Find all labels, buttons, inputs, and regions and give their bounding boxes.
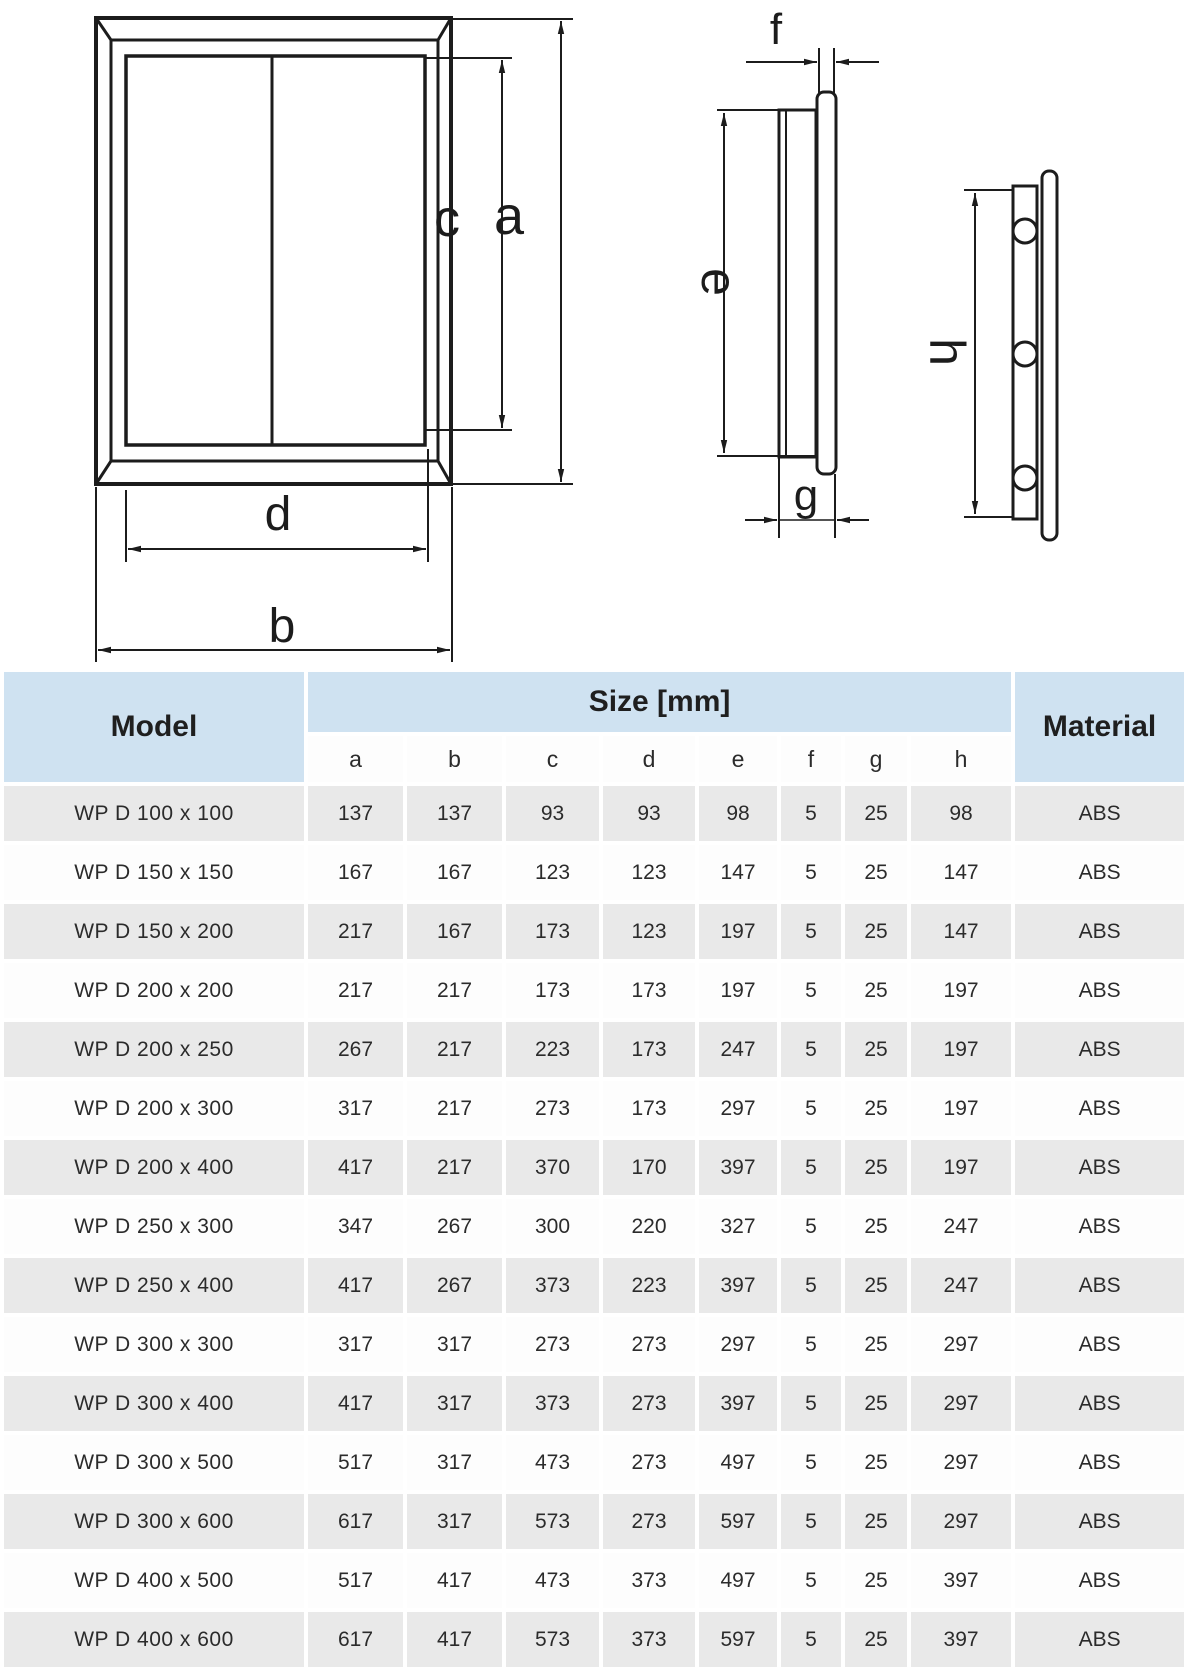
size-value-e: 247 bbox=[699, 1022, 777, 1077]
size-value-e: 197 bbox=[699, 904, 777, 959]
size-value-a: 617 bbox=[308, 1612, 403, 1667]
front-view-drawing bbox=[96, 18, 573, 662]
size-value-c: 173 bbox=[506, 963, 599, 1018]
size-value-b: 217 bbox=[407, 1022, 502, 1077]
size-value-b: 217 bbox=[407, 963, 502, 1018]
size-value-b: 217 bbox=[407, 1081, 502, 1136]
size-value-a: 517 bbox=[308, 1435, 403, 1490]
dim-label-g: g bbox=[793, 471, 819, 520]
model-cell: WP D 400 x 500 bbox=[4, 1553, 304, 1608]
size-value-e: 297 bbox=[699, 1317, 777, 1372]
back-view-drawing bbox=[964, 171, 1057, 540]
size-value-f: 5 bbox=[781, 1494, 841, 1549]
dim-label-b: b bbox=[268, 600, 296, 653]
table-row bbox=[4, 786, 1184, 841]
size-value-c: 573 bbox=[506, 1494, 599, 1549]
size-value-g: 25 bbox=[845, 1140, 907, 1195]
size-value-h: 297 bbox=[911, 1435, 1011, 1490]
material-cell: ABS bbox=[1015, 845, 1184, 900]
size-value-f: 5 bbox=[781, 1435, 841, 1490]
size-value-b: 417 bbox=[407, 1612, 502, 1667]
size-value-g: 25 bbox=[845, 1612, 907, 1667]
table-row bbox=[4, 904, 1184, 959]
sub-header-a: a bbox=[308, 736, 403, 782]
size-value-e: 397 bbox=[699, 1376, 777, 1431]
size-value-c: 273 bbox=[506, 1317, 599, 1372]
material-cell: ABS bbox=[1015, 1553, 1184, 1608]
size-value-g: 25 bbox=[845, 1317, 907, 1372]
material-cell: ABS bbox=[1015, 1612, 1184, 1667]
size-value-c: 373 bbox=[506, 1376, 599, 1431]
size-value-g: 25 bbox=[845, 1494, 907, 1549]
size-value-f: 5 bbox=[781, 904, 841, 959]
model-cell: WP D 200 x 300 bbox=[4, 1081, 304, 1136]
size-value-h: 98 bbox=[911, 786, 1011, 841]
size-value-b: 317 bbox=[407, 1494, 502, 1549]
size-value-e: 597 bbox=[699, 1494, 777, 1549]
size-value-d: 273 bbox=[603, 1317, 695, 1372]
dim-label-a: a bbox=[493, 186, 525, 246]
size-value-h: 197 bbox=[911, 1081, 1011, 1136]
technical-drawing bbox=[0, 0, 1188, 668]
size-value-g: 25 bbox=[845, 1022, 907, 1077]
table-row bbox=[4, 1612, 1184, 1667]
material-cell: ABS bbox=[1015, 1022, 1184, 1077]
size-value-g: 25 bbox=[845, 1435, 907, 1490]
model-cell: WP D 300 x 400 bbox=[4, 1376, 304, 1431]
sub-header-f: f bbox=[781, 736, 841, 782]
size-value-h: 397 bbox=[911, 1612, 1011, 1667]
size-value-d: 173 bbox=[603, 1081, 695, 1136]
model-cell: WP D 200 x 400 bbox=[4, 1140, 304, 1195]
material-cell: ABS bbox=[1015, 963, 1184, 1018]
table-row bbox=[4, 1199, 1184, 1254]
model-cell: WP D 300 x 300 bbox=[4, 1317, 304, 1372]
table-row bbox=[4, 1022, 1184, 1077]
model-cell: WP D 300 x 600 bbox=[4, 1494, 304, 1549]
size-value-a: 417 bbox=[308, 1140, 403, 1195]
table-row bbox=[4, 1317, 1184, 1372]
size-value-g: 25 bbox=[845, 963, 907, 1018]
model-cell: WP D 200 x 250 bbox=[4, 1022, 304, 1077]
size-value-c: 173 bbox=[506, 904, 599, 959]
size-value-c: 123 bbox=[506, 845, 599, 900]
size-value-e: 397 bbox=[699, 1258, 777, 1313]
material-cell: ABS bbox=[1015, 1494, 1184, 1549]
size-value-g: 25 bbox=[845, 1199, 907, 1254]
size-value-e: 147 bbox=[699, 845, 777, 900]
size-value-d: 170 bbox=[603, 1140, 695, 1195]
size-value-f: 5 bbox=[781, 1317, 841, 1372]
size-value-f: 5 bbox=[781, 1199, 841, 1254]
material-cell: ABS bbox=[1015, 904, 1184, 959]
size-value-g: 25 bbox=[845, 904, 907, 959]
size-value-b: 317 bbox=[407, 1376, 502, 1431]
size-value-b: 317 bbox=[407, 1435, 502, 1490]
size-value-c: 573 bbox=[506, 1612, 599, 1667]
size-value-d: 273 bbox=[603, 1494, 695, 1549]
size-value-d: 173 bbox=[603, 963, 695, 1018]
model-cell: WP D 250 x 400 bbox=[4, 1258, 304, 1313]
size-value-a: 617 bbox=[308, 1494, 403, 1549]
size-value-a: 517 bbox=[308, 1553, 403, 1608]
size-value-d: 273 bbox=[603, 1435, 695, 1490]
size-value-g: 25 bbox=[845, 1376, 907, 1431]
material-cell: ABS bbox=[1015, 786, 1184, 841]
sub-header-c: c bbox=[506, 736, 599, 782]
size-value-b: 417 bbox=[407, 1553, 502, 1608]
column-header-model: Model bbox=[4, 672, 304, 782]
size-value-e: 197 bbox=[699, 963, 777, 1018]
size-value-f: 5 bbox=[781, 1140, 841, 1195]
model-cell: WP D 400 x 600 bbox=[4, 1612, 304, 1667]
size-value-g: 25 bbox=[845, 1081, 907, 1136]
size-value-d: 173 bbox=[603, 1022, 695, 1077]
size-value-b: 267 bbox=[407, 1199, 502, 1254]
size-value-a: 317 bbox=[308, 1081, 403, 1136]
material-cell: ABS bbox=[1015, 1435, 1184, 1490]
table-row bbox=[4, 1435, 1184, 1490]
size-value-f: 5 bbox=[781, 1376, 841, 1431]
sub-header-g: g bbox=[845, 736, 907, 782]
size-value-g: 25 bbox=[845, 786, 907, 841]
size-value-a: 137 bbox=[308, 786, 403, 841]
size-value-c: 370 bbox=[506, 1140, 599, 1195]
model-cell: WP D 300 x 500 bbox=[4, 1435, 304, 1490]
size-value-b: 317 bbox=[407, 1317, 502, 1372]
dim-label-c: c bbox=[434, 190, 460, 248]
size-value-a: 267 bbox=[308, 1022, 403, 1077]
model-cell: WP D 200 x 200 bbox=[4, 963, 304, 1018]
size-value-h: 197 bbox=[911, 1140, 1011, 1195]
dim-label-f: f bbox=[769, 5, 783, 54]
size-value-h: 397 bbox=[911, 1553, 1011, 1608]
size-value-h: 197 bbox=[911, 963, 1011, 1018]
size-table bbox=[0, 668, 1188, 1671]
column-header-size: Size [mm] bbox=[308, 672, 1011, 732]
size-value-a: 417 bbox=[308, 1376, 403, 1431]
size-value-b: 137 bbox=[407, 786, 502, 841]
size-value-g: 25 bbox=[845, 1258, 907, 1313]
sub-header-d: d bbox=[603, 736, 695, 782]
size-value-c: 223 bbox=[506, 1022, 599, 1077]
size-value-h: 297 bbox=[911, 1376, 1011, 1431]
size-value-e: 397 bbox=[699, 1140, 777, 1195]
size-value-f: 5 bbox=[781, 1258, 841, 1313]
table-row bbox=[4, 1376, 1184, 1431]
size-value-e: 297 bbox=[699, 1081, 777, 1136]
dim-label-h: h bbox=[919, 338, 975, 366]
material-cell: ABS bbox=[1015, 1140, 1184, 1195]
size-value-g: 25 bbox=[845, 1553, 907, 1608]
size-value-e: 597 bbox=[699, 1612, 777, 1667]
size-value-h: 297 bbox=[911, 1494, 1011, 1549]
size-value-d: 123 bbox=[603, 845, 695, 900]
size-value-h: 147 bbox=[911, 904, 1011, 959]
size-value-f: 5 bbox=[781, 1612, 841, 1667]
size-value-d: 223 bbox=[603, 1258, 695, 1313]
sub-header-e: e bbox=[699, 736, 777, 782]
size-value-e: 497 bbox=[699, 1553, 777, 1608]
size-value-c: 93 bbox=[506, 786, 599, 841]
size-value-a: 317 bbox=[308, 1317, 403, 1372]
size-value-a: 347 bbox=[308, 1199, 403, 1254]
size-value-b: 267 bbox=[407, 1258, 502, 1313]
material-cell: ABS bbox=[1015, 1258, 1184, 1313]
material-cell: ABS bbox=[1015, 1317, 1184, 1372]
size-value-e: 327 bbox=[699, 1199, 777, 1254]
size-value-f: 5 bbox=[781, 963, 841, 1018]
size-value-f: 5 bbox=[781, 1553, 841, 1608]
model-cell: WP D 100 x 100 bbox=[4, 786, 304, 841]
material-cell: ABS bbox=[1015, 1376, 1184, 1431]
table-row bbox=[4, 1140, 1184, 1195]
size-value-a: 217 bbox=[308, 963, 403, 1018]
dim-label-d: d bbox=[264, 488, 292, 541]
size-value-h: 297 bbox=[911, 1317, 1011, 1372]
size-value-h: 197 bbox=[911, 1022, 1011, 1077]
size-value-d: 273 bbox=[603, 1376, 695, 1431]
size-value-f: 5 bbox=[781, 1022, 841, 1077]
size-value-f: 5 bbox=[781, 1081, 841, 1136]
size-value-h: 147 bbox=[911, 845, 1011, 900]
table-row bbox=[4, 845, 1184, 900]
size-value-d: 373 bbox=[603, 1553, 695, 1608]
size-value-g: 25 bbox=[845, 845, 907, 900]
size-value-b: 167 bbox=[407, 904, 502, 959]
material-cell: ABS bbox=[1015, 1199, 1184, 1254]
size-value-d: 220 bbox=[603, 1199, 695, 1254]
model-cell: WP D 150 x 150 bbox=[4, 845, 304, 900]
table-row bbox=[4, 1494, 1184, 1549]
size-value-a: 217 bbox=[308, 904, 403, 959]
dim-label-e: e bbox=[691, 268, 747, 296]
sub-header-b: b bbox=[407, 736, 502, 782]
model-cell: WP D 250 x 300 bbox=[4, 1199, 304, 1254]
size-value-e: 98 bbox=[699, 786, 777, 841]
sub-header-h: h bbox=[911, 736, 1011, 782]
table-row bbox=[4, 1553, 1184, 1608]
size-value-c: 473 bbox=[506, 1435, 599, 1490]
size-value-a: 167 bbox=[308, 845, 403, 900]
size-value-c: 273 bbox=[506, 1081, 599, 1136]
size-value-h: 247 bbox=[911, 1258, 1011, 1313]
size-value-e: 497 bbox=[699, 1435, 777, 1490]
size-value-f: 5 bbox=[781, 786, 841, 841]
size-value-d: 123 bbox=[603, 904, 695, 959]
size-value-c: 300 bbox=[506, 1199, 599, 1254]
size-value-d: 373 bbox=[603, 1612, 695, 1667]
size-value-b: 167 bbox=[407, 845, 502, 900]
table-row bbox=[4, 1258, 1184, 1313]
column-header-material: Material bbox=[1015, 672, 1184, 782]
size-value-b: 217 bbox=[407, 1140, 502, 1195]
size-value-d: 93 bbox=[603, 786, 695, 841]
model-cell: WP D 150 x 200 bbox=[4, 904, 304, 959]
size-value-c: 473 bbox=[506, 1553, 599, 1608]
size-value-f: 5 bbox=[781, 845, 841, 900]
material-cell: ABS bbox=[1015, 1081, 1184, 1136]
table-row bbox=[4, 963, 1184, 1018]
size-value-h: 247 bbox=[911, 1199, 1011, 1254]
size-value-a: 417 bbox=[308, 1258, 403, 1313]
size-value-c: 373 bbox=[506, 1258, 599, 1313]
table-row bbox=[4, 1081, 1184, 1136]
